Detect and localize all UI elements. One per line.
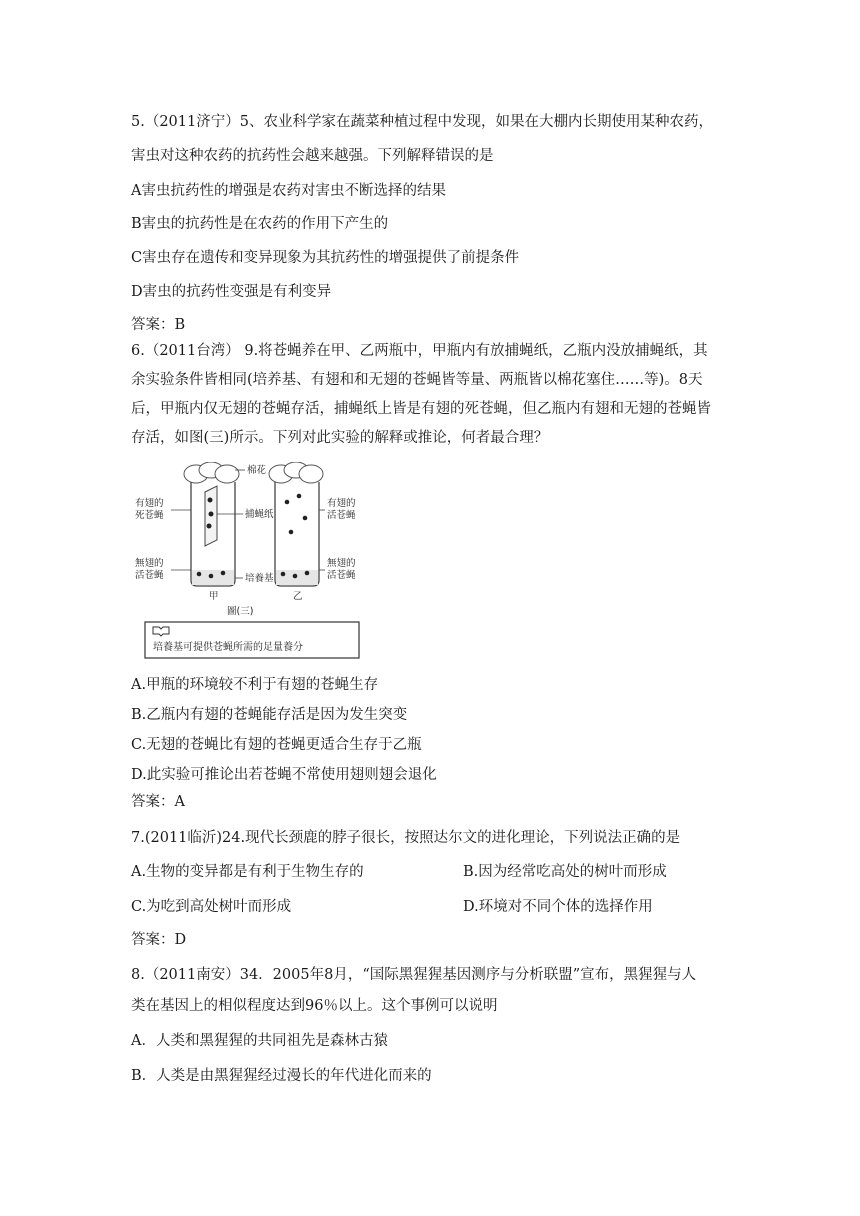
label-wingless-right-2: 活苍蝇 [327,570,356,581]
q7-option-b: B.因为经常吃高处的树叶而形成 [463,864,667,880]
q6-stem-line1: 6.（2011台湾） 9.将苍蝇养在甲、乙两瓶中，甲瓶内有放捕蝇纸，乙瓶内没放捕蝇纸，其 [131,343,708,359]
label-live-winged-2: 活苍蝇 [327,510,356,521]
q7-option-c: C.为吃到高处树叶而形成 [131,899,292,915]
label-wingless-right-1: 無翅的 [327,558,356,569]
figure-caption: 圖(三) [227,606,254,617]
q5-option-a: A害虫抗药性的增强是农药对害虫不断选择的结果 [131,183,446,199]
label-wingless-left-1: 無翅的 [135,558,164,569]
label-medium: 培養基 [245,573,274,584]
q6-option-c: C.无翅的苍蝇比有翅的苍蝇更适合生存于乙瓶 [131,737,422,753]
q6-option-a: A.甲瓶的环境较不利于有翅的苍蝇生存 [131,677,379,693]
q6-option-b: B.乙瓶内有翅的苍蝇能存活是因为发生突变 [131,707,408,723]
q6-stem-line4: 存活，如图(三)所示。下列对此实验的解释或推论，何者最合理？ [131,430,549,446]
label-dead-winged-2: 死苍蝇 [135,510,164,521]
q5-answer: 答案：B [131,317,186,333]
label-bottle-yi: 乙 [293,591,303,602]
label-wingless-left-2: 活苍蝇 [135,570,164,581]
q8-option-a: A．人类和黑猩猩的共同祖先是森林古猿 [131,1033,388,1049]
q7-option-d: D.环境对不同个体的选择作用 [463,899,653,915]
q5-option-d: D害虫的抗药性变强是有利变异 [131,284,332,300]
q8-stem-line2: 类在基因上的相似程度达到96％以上。这个事例可以说明 [131,998,498,1014]
q8-option-b: B．人类是由黑猩猩经过漫长的年代进化而来的 [131,1068,432,1084]
q5-option-c: C害虫存在遗传和变异现象为其抗药性的增强提供了前提条件 [131,250,520,266]
q5-option-b: B害虫的抗药性是在农药的作用下产生的 [131,216,389,232]
q6-answer: 答案：A [131,794,185,810]
q6-stem-line3: 后，甲瓶内仅无翅的苍蝇存活，捕蝇纸上皆是有翅的死苍蝇，但乙瓶内有翅和无翅的苍蝇皆 [131,401,711,417]
figure-note: 培養基可提供苍蝇所需的足量養分 [153,642,303,653]
q5-stem-line1: 5.（2011济宁）5、农业科学家在蔬菜种植过程中发现，如果在大棚内长期使用某种农药， [131,114,713,130]
q7-stem-line1: 7.(2011临沂)24.现代长颈鹿的脖子很长，按照达尔文的进化理论，下列说法正确的是 [131,830,681,846]
label-dead-winged-1: 有翅的 [135,498,164,509]
fly-experiment-figure [131,462,361,664]
q6-option-d: D.此实验可推论出若苍蝇不常使用翅则翅会退化 [131,767,437,783]
label-bottle-jia: 甲 [209,591,219,602]
label-cotton: 棉花 [247,465,267,476]
q5-stem-line2: 害虫对这种农药的抗药性会越来越强。下列解释错误的是 [131,148,494,164]
label-live-winged-1: 有翅的 [327,498,356,509]
label-flypaper: 捕蝇纸 [245,509,274,520]
q8-stem-line1: 8.（2011南安）34．2005年8月，“国际黑猩猩基因测序与分析联盟”宣布，黑猩猩与人 [131,967,697,983]
q7-answer: 答案：D [131,932,187,948]
q6-stem-line2: 余实验条件皆相同(培养基、有翅和和无翅的苍蝇皆等量、两瓶皆以棉花塞住……等)。8天 [131,372,703,388]
q7-option-a: A.生物的变异都是有利于生物生存的 [131,864,364,880]
